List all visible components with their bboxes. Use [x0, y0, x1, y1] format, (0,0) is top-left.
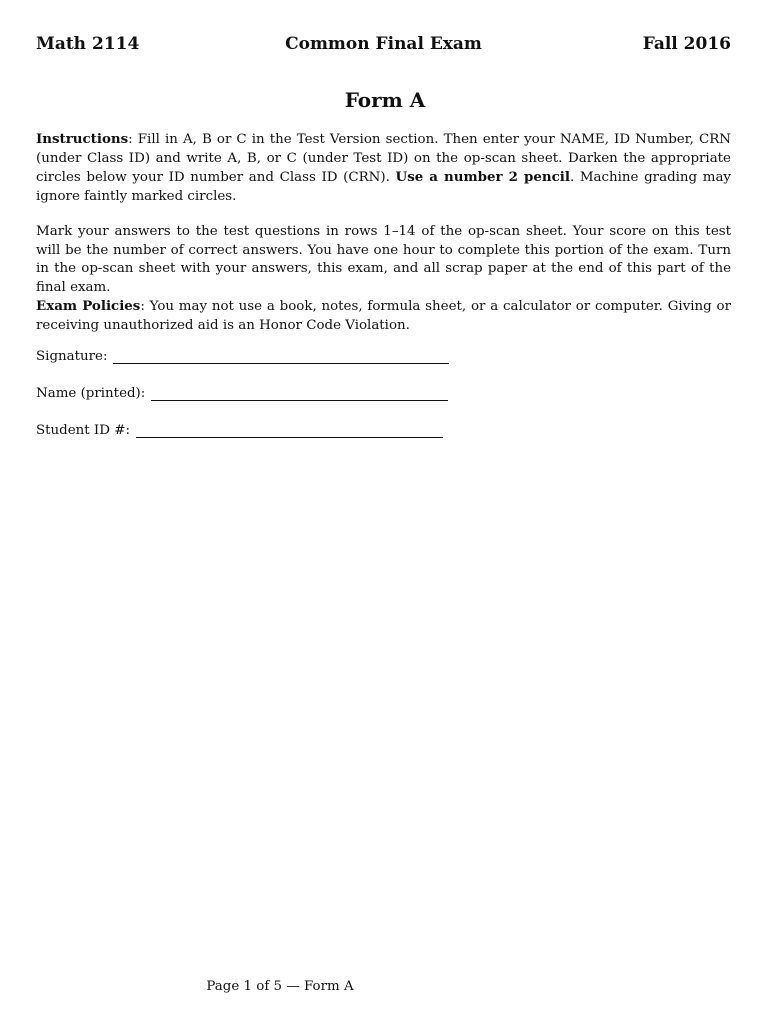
signature-field [36, 349, 449, 369]
student-id-line[interactable] [136, 423, 443, 438]
term-label: Fall 2016 [642, 34, 731, 54]
page-footer: Page 1 of 5 — Form A [206, 979, 354, 994]
page-header [36, 34, 731, 60]
instructions-paragraph [36, 130, 731, 206]
instructions-text-2: . Machine grading may ignore faintly marked circles. [36, 170, 731, 204]
student-id-label: Student ID #: [36, 423, 130, 438]
marking-paragraph: Mark your answers to the test questions in rows 1–14 of the op-scan sheet. Your score on this test will be the number of correct answers. You have one hour to complete this portion of the exam. Turn in the op-scan sheet with your answers, this exam, and all scrap paper at the end of this part of the final exam. [36, 224, 731, 295]
name-line[interactable] [151, 386, 448, 401]
form-title: Form A [344, 88, 426, 112]
student-id-field [36, 423, 443, 443]
instructions-label: Instructions [36, 131, 129, 147]
name-label: Name (printed): [36, 386, 146, 401]
policies-text: : You may not use a book, notes, formula sheet, or a calculator or computer. Giving or receiving unauthorized aid is an Honor Code Violation. [36, 299, 731, 333]
policies-label: Exam Policies [36, 298, 141, 314]
exam-title: Common Final Exam [285, 34, 482, 54]
signature-label: Signature: [36, 349, 108, 364]
instructions-bold-text: Use a number 2 pencil [395, 169, 570, 186]
name-field [36, 386, 448, 406]
policies-paragraph [36, 297, 731, 335]
instructions-text-1: : Fill in A, B or C in the Test Version section. Then enter your NAME, ID Number, CRN (under Class ID) and write A, B, or C (under Test ID) on the op-scan sheet. Darken the appropriate circles below your ID number and Class ID (CRN). [36, 132, 731, 186]
course-title: Math 2114 [36, 34, 140, 54]
signature-line[interactable] [113, 349, 449, 364]
